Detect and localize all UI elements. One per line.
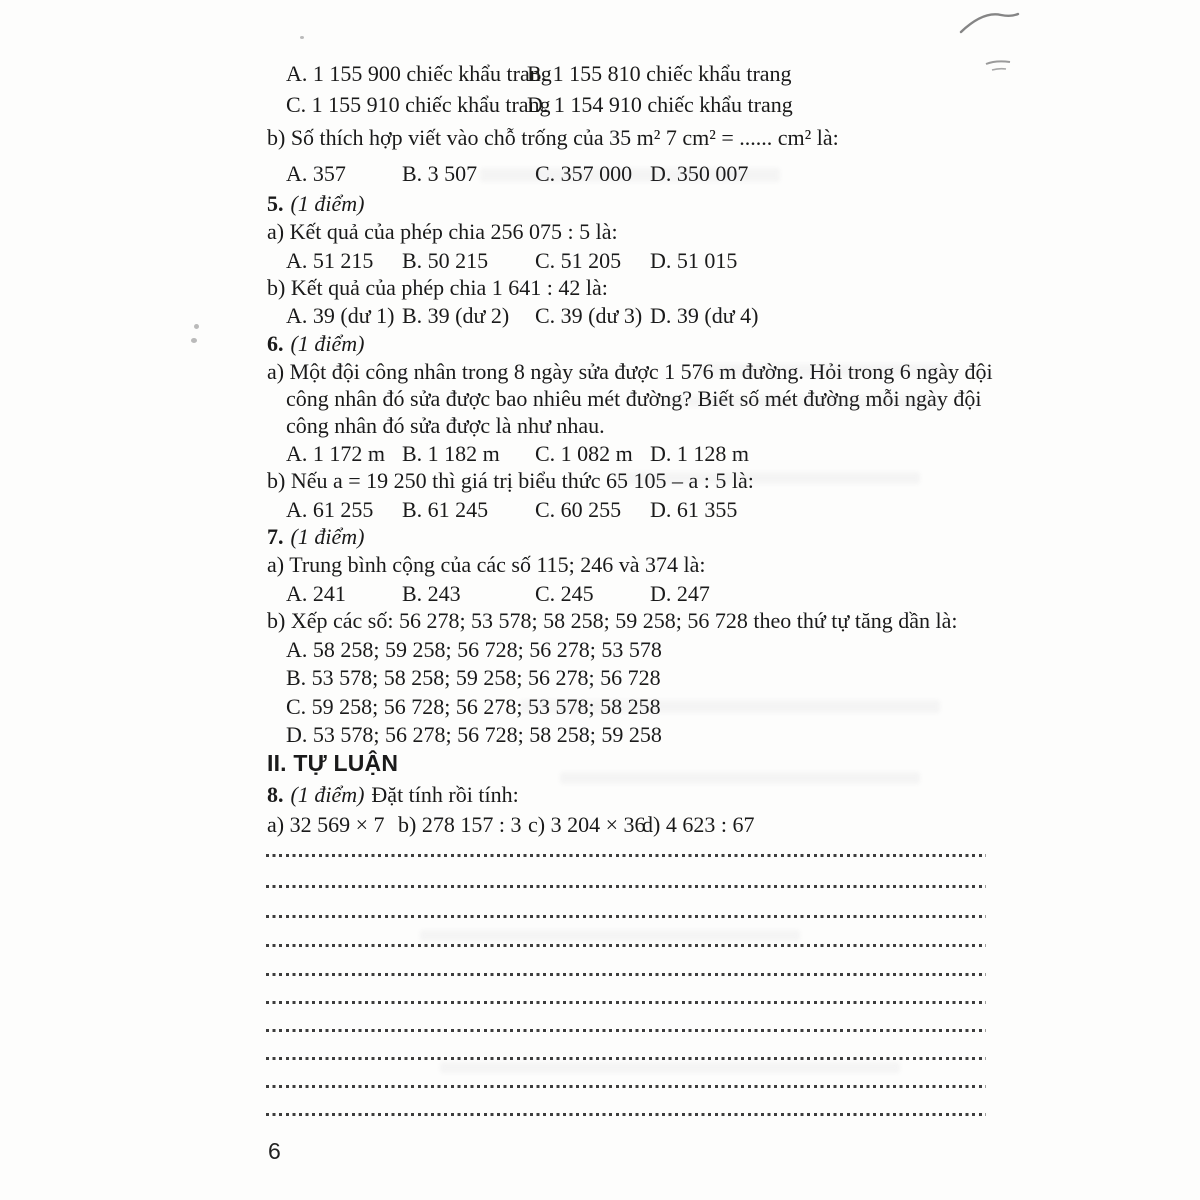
answer-line — [266, 884, 986, 888]
q5-number: 5. — [267, 191, 284, 216]
q8-points: (1 điểm) — [290, 782, 365, 807]
option-c: C. 51 205 — [535, 248, 622, 273]
option-c: C. 245 — [535, 581, 594, 606]
option-d: D. 1 128 m — [650, 441, 749, 466]
section-heading: II. TỰ LUẬN — [267, 750, 399, 776]
option-b: B. 1 182 m — [402, 441, 500, 466]
q8-instruction: Đặt tính rồi tính: — [371, 782, 519, 807]
option-b: B. 3 507 — [402, 161, 478, 186]
q7-number: 7. — [267, 524, 284, 549]
option-a: A. 61 255 — [286, 497, 374, 522]
q8-header — [267, 781, 992, 808]
option-b: B. 39 (dư 2) — [402, 303, 510, 328]
part-b: b) 278 157 : 3 — [398, 812, 522, 837]
q7b-option-b: B. 53 578; 58 258; 59 258; 56 278; 56 728 — [286, 665, 661, 690]
q6-points: (1 điểm) — [290, 331, 365, 356]
scan-speck — [300, 36, 304, 39]
q6a-question-line3: công nhân đó sửa được là như nhau. — [286, 413, 605, 438]
option-d: D. 1 154 910 chiếc khẩu trang — [527, 92, 793, 117]
q6b-question: b) Nếu a = 19 250 thì giá trị biểu thức 65 105 – a : 5 là: — [267, 468, 754, 493]
option-d: D. 350 007 — [650, 161, 749, 186]
answer-line — [266, 1112, 986, 1116]
part-d: d) 4 623 : 67 — [642, 812, 755, 837]
option-b: B. 1 155 810 chiếc khẩu trang — [527, 61, 792, 86]
q7b-option-a: A. 58 258; 59 258; 56 728; 56 278; 53 578 — [286, 637, 662, 662]
answer-line — [266, 914, 986, 918]
answer-line — [266, 1056, 986, 1060]
answer-line — [266, 853, 986, 857]
bleed-through-artifact — [420, 930, 800, 941]
q8-number: 8. — [267, 782, 284, 807]
answer-line — [266, 943, 986, 947]
option-d: D. 61 355 — [650, 497, 738, 522]
q6a-question-line2: công nhân đó sửa được bao nhiêu mét đường? Biết số mét đường mỗi ngày đội — [286, 386, 982, 411]
page-number: 6 — [268, 1138, 281, 1164]
answer-line — [266, 1084, 986, 1088]
option-a: A. 51 215 — [286, 248, 374, 273]
option-b: B. 243 — [402, 581, 461, 606]
option-d: D. 51 015 — [650, 248, 738, 273]
q5-header — [267, 190, 992, 217]
option-a: A. 241 — [286, 581, 346, 606]
q6-number: 6. — [267, 331, 284, 356]
q7b-option-c: C. 59 258; 56 728; 56 278; 53 578; 58 258 — [286, 694, 661, 719]
q7-header — [267, 523, 992, 550]
part-a: a) 32 569 × 7 — [267, 812, 385, 837]
q6a-question-line1: a) Một đội công nhân trong 8 ngày sửa được 1 576 m đường. Hỏi trong 6 ngày đội — [267, 359, 993, 384]
option-b: B. 61 245 — [402, 497, 489, 522]
q7b-option-d: D. 53 578; 56 278; 56 728; 58 258; 59 258 — [286, 722, 662, 747]
margin-smudge — [191, 338, 197, 343]
bleed-through-artifact — [440, 1062, 900, 1073]
option-a: A. 1 155 900 chiếc khẩu trang — [286, 61, 552, 86]
q5a-question: a) Kết quả của phép chia 256 075 : 5 là: — [267, 219, 618, 244]
q7-points: (1 điểm) — [290, 524, 365, 549]
option-c: C. 1 155 910 chiếc khẩu trang — [286, 92, 551, 117]
pencil-mark — [982, 56, 1016, 76]
option-d: D. 39 (dư 4) — [650, 303, 759, 328]
option-a: A. 1 172 m — [286, 441, 385, 466]
option-c: C. 60 255 — [535, 497, 622, 522]
option-b: B. 50 215 — [402, 248, 489, 273]
q5-points: (1 điểm) — [290, 191, 365, 216]
option-a: A. 357 — [286, 161, 346, 186]
margin-smudge — [194, 324, 199, 329]
answer-line — [266, 1028, 986, 1032]
q7a-question: a) Trung bình cộng của các số 115; 246 và 374 là: — [267, 552, 706, 577]
q7b-question: b) Xếp các số: 56 278; 53 578; 58 258; 59 258; 56 728 theo thứ tự tăng dần là: — [267, 608, 958, 633]
option-c: C. 1 082 m — [535, 441, 633, 466]
q4b-question: b) Số thích hợp viết vào chỗ trống của 35 m² 7 cm² = ...... cm² là: — [267, 125, 839, 150]
q5b-question: b) Kết quả của phép chia 1 641 : 42 là: — [267, 275, 608, 300]
option-c: C. 39 (dư 3) — [535, 303, 643, 328]
answer-line — [266, 1000, 986, 1004]
part-c: c) 3 204 × 36 — [528, 812, 646, 837]
answer-line — [266, 972, 986, 976]
option-a: A. 39 (dư 1) — [286, 303, 395, 328]
option-d: D. 247 — [650, 581, 710, 606]
option-c: C. 357 000 — [535, 161, 633, 186]
page-curl-mark — [955, 2, 1025, 42]
q6-header — [267, 330, 992, 357]
